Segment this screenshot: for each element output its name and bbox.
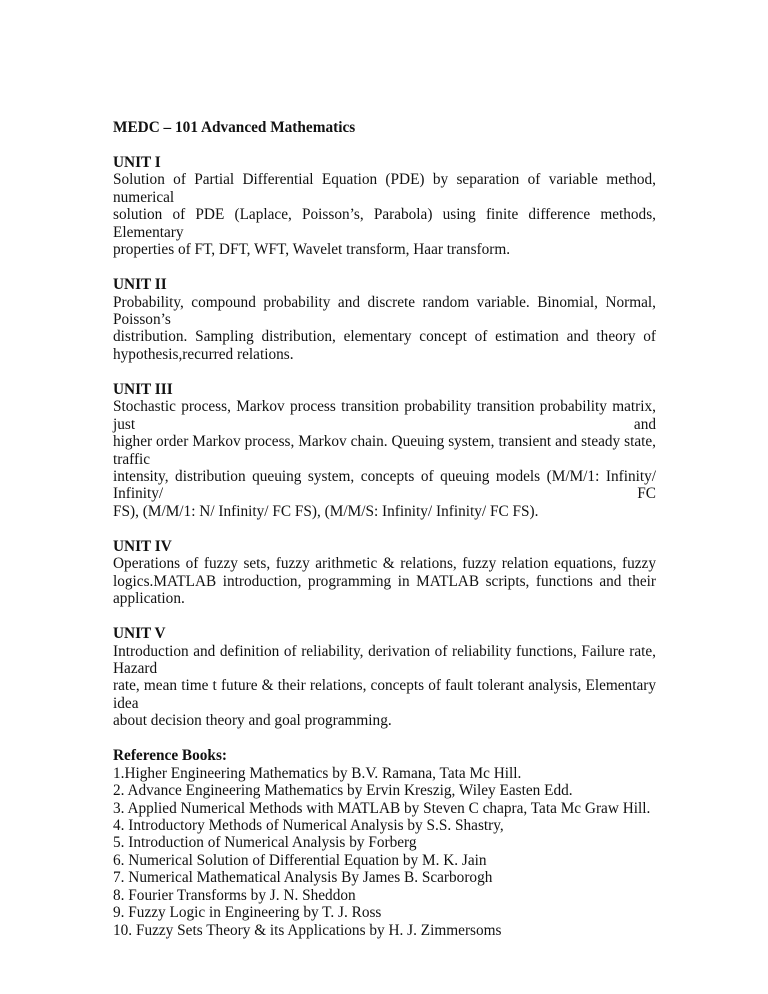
- reference-item: 8. Fourier Transforms by J. N. Sheddon: [113, 886, 356, 904]
- reference-item: 7. Numerical Mathematical Analysis By James B. Scarborogh: [113, 869, 493, 887]
- unit-section: [113, 276, 656, 363]
- unit-heading: UNIT V: [113, 625, 166, 643]
- unit-text-line: properties of FT, DFT, WFT, Wavelet transform, Haar transform.: [113, 241, 511, 259]
- unit-text-line: hypothesis,recurred relations.: [113, 345, 294, 363]
- unit-text-line: about decision theory and goal programming.: [113, 712, 392, 730]
- unit-heading: UNIT IV: [113, 537, 172, 555]
- unit-text-line: higher order Markov process, Markov chain. Queuing system, transient and steady state, traffic: [113, 433, 656, 468]
- unit-heading: UNIT I: [113, 153, 161, 171]
- unit-text-line: Introduction and definition of reliability, derivation of reliability functions, Failure rate, Hazard: [113, 642, 656, 677]
- reference-item: 2. Advance Engineering Mathematics by Ervin Kreszig, Wiley Easten Edd.: [113, 782, 573, 800]
- unit-section: [113, 625, 656, 730]
- reference-item: 6. Numerical Solution of Differential Equation by M. K. Jain: [113, 851, 487, 869]
- reference-item: 1.Higher Engineering Mathematics by B.V. Ramana, Tata Mc Hill.: [113, 764, 522, 782]
- unit-heading: UNIT II: [113, 276, 167, 294]
- unit-text-line: rate, mean time t future & their relations, concepts of fault tolerant analysis, Elementary idea: [113, 677, 656, 712]
- unit-text-line: distribution. Sampling distribution, elementary concept of estimation and theory of: [113, 328, 656, 346]
- unit-text-line: Stochastic process, Markov process transition probability transition probability matrix, just and: [113, 398, 656, 433]
- unit-text-line: FS), (M/M/1: N/ Infinity/ FC FS), (M/M/S: Infinity/ Infinity/ FC FS).: [113, 502, 539, 520]
- unit-text-line: Solution of Partial Differential Equation (PDE) by separation of variable method, numerical: [113, 171, 656, 206]
- reference-item: 3. Applied Numerical Methods with MATLAB by Steven C chapra, Tata Mc Graw Hill.: [113, 799, 651, 817]
- unit-text-line: Probability, compound probability and discrete random variable. Binomial, Normal, Poisson’s: [113, 293, 656, 328]
- unit-section: [113, 154, 656, 259]
- reference-item: 5. Introduction of Numerical Analysis by Forberg: [113, 834, 417, 852]
- syllabus-document: [113, 119, 656, 939]
- course-title: MEDC – 101 Advanced Mathematics: [113, 119, 356, 136]
- units-container: [113, 136, 656, 729]
- references-heading: Reference Books:: [113, 747, 227, 765]
- unit-section: [113, 381, 656, 521]
- unit-section: [113, 538, 656, 608]
- unit-text-line: intensity, distribution queuing system, concepts of queuing models (M/M/1: Infinity/ Infinity/ FC: [113, 468, 656, 503]
- unit-text-line: solution of PDE (Laplace, Poisson’s, Parabola) using finite difference methods, Elementary: [113, 206, 656, 241]
- reference-item: 4. Introductory Methods of Numerical Analysis by S.S. Shastry,: [113, 817, 504, 835]
- reference-item: 9. Fuzzy Logic in Engineering by T. J. Ross: [113, 904, 382, 922]
- unit-heading: UNIT III: [113, 380, 173, 398]
- reference-item: 10. Fuzzy Sets Theory & its Applications by H. J. Zimmersoms: [113, 921, 502, 939]
- reference-list: [113, 765, 656, 940]
- unit-text-line: Operations of fuzzy sets, fuzzy arithmetic & relations, fuzzy relation equations, fuzzy: [113, 555, 656, 573]
- unit-text-line: logics.MATLAB introduction, programming in MATLAB scripts, functions and their: [113, 572, 656, 590]
- unit-text-line: application.: [113, 590, 185, 608]
